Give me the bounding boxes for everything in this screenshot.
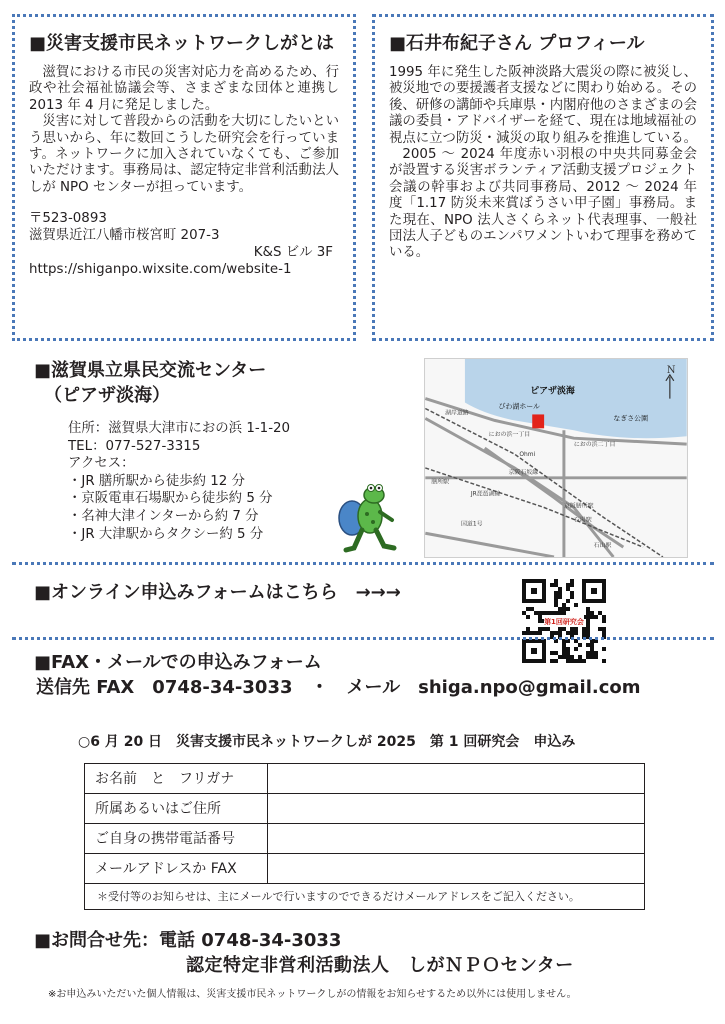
qr-module <box>578 643 582 647</box>
qr-module <box>602 627 606 631</box>
qr-module <box>534 631 538 635</box>
qr-module <box>590 643 594 647</box>
qr-module <box>598 611 602 615</box>
network-title: ■災害支援市民ネットワークしがとは <box>29 33 335 54</box>
network-paragraph: 滋賀における市民の災害対応力を高めるため、行政や社会福祉協議会等、さまざまな団体と連携し 2013 年 4 月に発足しました。 <box>29 65 339 113</box>
qr-module <box>558 591 562 595</box>
qr-module <box>546 627 550 631</box>
qr-module <box>582 659 586 663</box>
qr-module <box>566 599 570 603</box>
application-form <box>84 763 645 910</box>
form-row-affiliation <box>85 794 644 824</box>
profile-title: ■石井布紀子さん プロフィール <box>389 33 645 54</box>
map-station-label: 石山駅 <box>593 542 612 550</box>
qr-module <box>558 611 562 615</box>
qr-module <box>558 607 562 611</box>
qr-module <box>582 631 586 635</box>
qr-module <box>590 655 594 659</box>
qr-module <box>558 655 562 659</box>
form-label-email: メールアドレスか FAX <box>85 854 268 883</box>
qr-module <box>554 611 558 615</box>
qr-module <box>594 615 598 619</box>
qr-module <box>562 655 566 659</box>
qr-module <box>538 615 542 619</box>
venue-title: ■滋賀県立県民交流センター <box>34 360 267 381</box>
qr-module <box>554 579 558 583</box>
access-item: ・京阪電車石場駅から徒歩約 5 分 <box>68 491 273 507</box>
qr-module <box>550 583 554 587</box>
qr-module <box>550 659 554 663</box>
qr-module <box>602 619 606 623</box>
map-station-label: 石場駅 <box>573 516 592 524</box>
profile-description <box>389 65 697 262</box>
qr-module <box>562 651 566 655</box>
venue-info <box>68 420 290 543</box>
map-station-label: 京阪膳所駅 <box>563 502 594 510</box>
affiliation-field[interactable] <box>268 794 644 823</box>
qr-module <box>558 595 562 599</box>
north-label: N <box>666 364 676 376</box>
qr-module <box>594 651 598 655</box>
qr-module <box>586 651 590 655</box>
qr-module <box>522 631 526 635</box>
qr-module <box>526 627 530 631</box>
street-address: 滋賀県近江八幡市桜宮町 207-3 <box>29 228 220 244</box>
website-link[interactable]: https://shiganpo.wixsite.com/website-1 <box>29 262 292 278</box>
qr-module <box>554 599 558 603</box>
qr-module <box>526 615 530 619</box>
postal-code: 〒523-0893 <box>29 211 107 227</box>
section-divider <box>12 562 714 565</box>
network-paragraph: 災害に対して普段からの活動を大切にしたいという思いから、年に数回こうした研究会を行っています。ネットワークに加入されていなくても、ご参加いただけます。事務局は、認定特定非営利活動法人しが NPO センターが担っています。 <box>29 114 339 195</box>
qr-module <box>602 631 606 635</box>
access-item: ・JR 大津駅からタクシー約 5 分 <box>68 526 264 542</box>
qr-module <box>526 607 530 611</box>
online-form-title: ■オンライン申込みフォームはこちら →→→ <box>34 582 401 603</box>
qr-module <box>538 619 542 623</box>
qr-module <box>534 611 538 615</box>
qr-module <box>586 619 590 623</box>
qr-caption: 第1回研究会 <box>544 618 584 626</box>
qr-module <box>562 627 566 631</box>
qr-module <box>566 587 570 591</box>
map-rail-label: 京阪石坂線 <box>508 468 539 476</box>
map-road-label: 湖岸道路 <box>445 409 469 417</box>
qr-module <box>586 627 590 631</box>
qr-module <box>566 631 570 635</box>
qr-module <box>590 647 594 651</box>
privacy-note: ※お申込みいただいた個人情報は、災害支援市民ネットワークしがの情報をお知らせするため以外には使用しません。 <box>48 989 577 1000</box>
map-hall-label: びわ湖ホール <box>498 402 540 411</box>
access-label: アクセス： <box>68 456 135 472</box>
form-row-name <box>85 764 644 794</box>
qr-module <box>590 651 594 655</box>
qr-module <box>570 579 574 583</box>
building-name: K&S ビル 3F <box>253 245 333 261</box>
qr-module <box>554 583 558 587</box>
frog-hiker-illustration <box>334 478 406 556</box>
qr-module <box>570 655 574 659</box>
qr-module <box>570 627 574 631</box>
form-row-phone <box>85 824 644 854</box>
qr-module <box>562 647 566 651</box>
qr-module <box>558 627 562 631</box>
form-row-email <box>85 854 644 884</box>
qr-module <box>566 659 570 663</box>
venue-address: 住所：滋賀県大津市におの浜 1-1-20 <box>68 421 291 436</box>
qr-module <box>574 603 578 607</box>
qr-module <box>538 611 542 615</box>
qr-module <box>566 651 570 655</box>
form-label-name: お名前 と フリガナ <box>85 764 268 793</box>
venue-subtitle: （ピアザ淡海） <box>44 385 170 406</box>
qr-module <box>598 627 602 631</box>
qr-module <box>546 611 550 615</box>
qr-module <box>562 643 566 647</box>
map-venue-label: ピアザ淡海 <box>530 386 575 397</box>
qr-module <box>570 583 574 587</box>
map-station-label: 膳所駅 <box>431 478 450 486</box>
qr-module <box>590 615 594 619</box>
qr-module <box>550 611 554 615</box>
qr-module <box>566 655 570 659</box>
qr-module <box>542 627 546 631</box>
qr-module <box>554 651 558 655</box>
map-road-label: 国道1号 <box>460 520 483 528</box>
venue-access-map <box>424 358 688 558</box>
qr-module <box>574 627 578 631</box>
qr-module <box>566 583 570 587</box>
qr-module <box>574 659 578 663</box>
phone-field[interactable] <box>268 824 644 853</box>
qr-module <box>594 655 598 659</box>
qr-module <box>570 631 574 635</box>
qr-module <box>586 623 590 627</box>
qr-module <box>554 659 558 663</box>
qr-module <box>570 659 574 663</box>
profile-box <box>372 14 714 341</box>
map-rail-label: JR琵琶湖線 <box>470 490 501 498</box>
qr-module <box>586 611 590 615</box>
form-label-phone: ご自身の携帯電話番号 <box>85 824 268 853</box>
contact-organization: 認定特定非営利活動法人 しがＮＰＯセンター <box>186 955 574 976</box>
network-description <box>29 65 339 196</box>
qr-module <box>586 655 590 659</box>
form-label-affiliation: 所属あるいはご住所 <box>85 794 268 823</box>
qr-module <box>582 627 586 631</box>
qr-module <box>578 659 582 663</box>
qr-module <box>542 611 546 615</box>
profile-paragraph: 2005 ～ 2024 年度赤い羽根の中央共同募金会が設置する災害ボランティア活動支援プロジェクト会議の幹事および共同事務局、2012 ～ 2024 年度「1.17 防災未来賞ぼうさい甲子園」事務局。また現在、NPO 法人さくらネット代表理事、一般社団法人子どものエンパワメントいわて理事を務めている。 <box>389 147 697 261</box>
qr-module <box>562 607 566 611</box>
qr-module <box>602 615 606 619</box>
qr-module <box>554 631 558 635</box>
qr-module <box>522 611 526 615</box>
section-divider <box>12 637 714 640</box>
qr-module <box>538 631 542 635</box>
qr-module <box>574 647 578 651</box>
qr-module <box>586 615 590 619</box>
qr-module <box>566 647 570 651</box>
qr-module <box>586 607 590 611</box>
fax-form-title: ■FAX・メールでの申込みフォーム <box>34 652 322 673</box>
map-place-label: Ohmi <box>519 451 536 459</box>
email-fax-field[interactable] <box>268 854 644 883</box>
qr-module <box>586 631 590 635</box>
qr-module <box>554 591 558 595</box>
access-item: ・名神大津インターから約 7 分 <box>68 508 259 524</box>
contact-title: ■お問合せ先：電話 0748-34-3033 <box>34 930 342 951</box>
network-address-block <box>29 210 339 278</box>
qr-module <box>526 631 530 635</box>
qr-module <box>550 631 554 635</box>
qr-module <box>538 627 542 631</box>
profile-paragraph: 1995 年に発生した阪神淡路大震災の際に被災し、被災地での要援護者支援などに関わり始める。その後、研修の講師や兵庫県・内閣府他のさまざまの会議の委員・アドバイザーを経て、現在は地域福祉の視点に立つ防災・減災の取り組みを推進している。 <box>389 65 697 146</box>
qr-module <box>554 603 558 607</box>
map-area-label: におの浜二丁目 <box>573 441 616 449</box>
map-area-label: におの浜一丁目 <box>488 431 531 439</box>
qr-module <box>554 595 558 599</box>
application-form-title: ○6 月 20 日 災害支援市民ネットワークしが 2025 第 1 回研究会 申込み <box>78 734 576 750</box>
qr-module <box>586 643 590 647</box>
qr-module <box>602 659 606 663</box>
venue-tel: TEL：077-527-3315 <box>68 438 201 454</box>
form-note: ＊受付等のお知らせは、主にメールで行いますのでできるだけメールアドレスをご記入ください。 <box>97 890 580 903</box>
network-info-box <box>12 14 356 341</box>
qr-module <box>570 595 574 599</box>
qr-module <box>562 603 566 607</box>
qr-module <box>562 611 566 615</box>
access-item: ・JR 膳所駅から徒歩約 12 分 <box>68 473 245 489</box>
venue-location-marker <box>532 414 544 428</box>
qr-module <box>558 631 562 635</box>
qr-module <box>550 651 554 655</box>
qr-code-icon[interactable] <box>522 579 606 663</box>
fax-mail-destination: 送信先 FAX 0748-34-3033 ・ メール shiga.npo@gmail.com <box>36 677 641 698</box>
map-park-label: なぎさ公園 <box>613 414 649 423</box>
qr-module <box>570 591 574 595</box>
qr-module <box>566 607 570 611</box>
qr-module <box>578 655 582 659</box>
qr-module <box>530 631 534 635</box>
qr-module <box>602 647 606 651</box>
qr-module <box>558 587 562 591</box>
qr-module <box>574 631 578 635</box>
name-field[interactable] <box>268 764 644 793</box>
qr-module <box>530 607 534 611</box>
qr-module <box>590 611 594 615</box>
